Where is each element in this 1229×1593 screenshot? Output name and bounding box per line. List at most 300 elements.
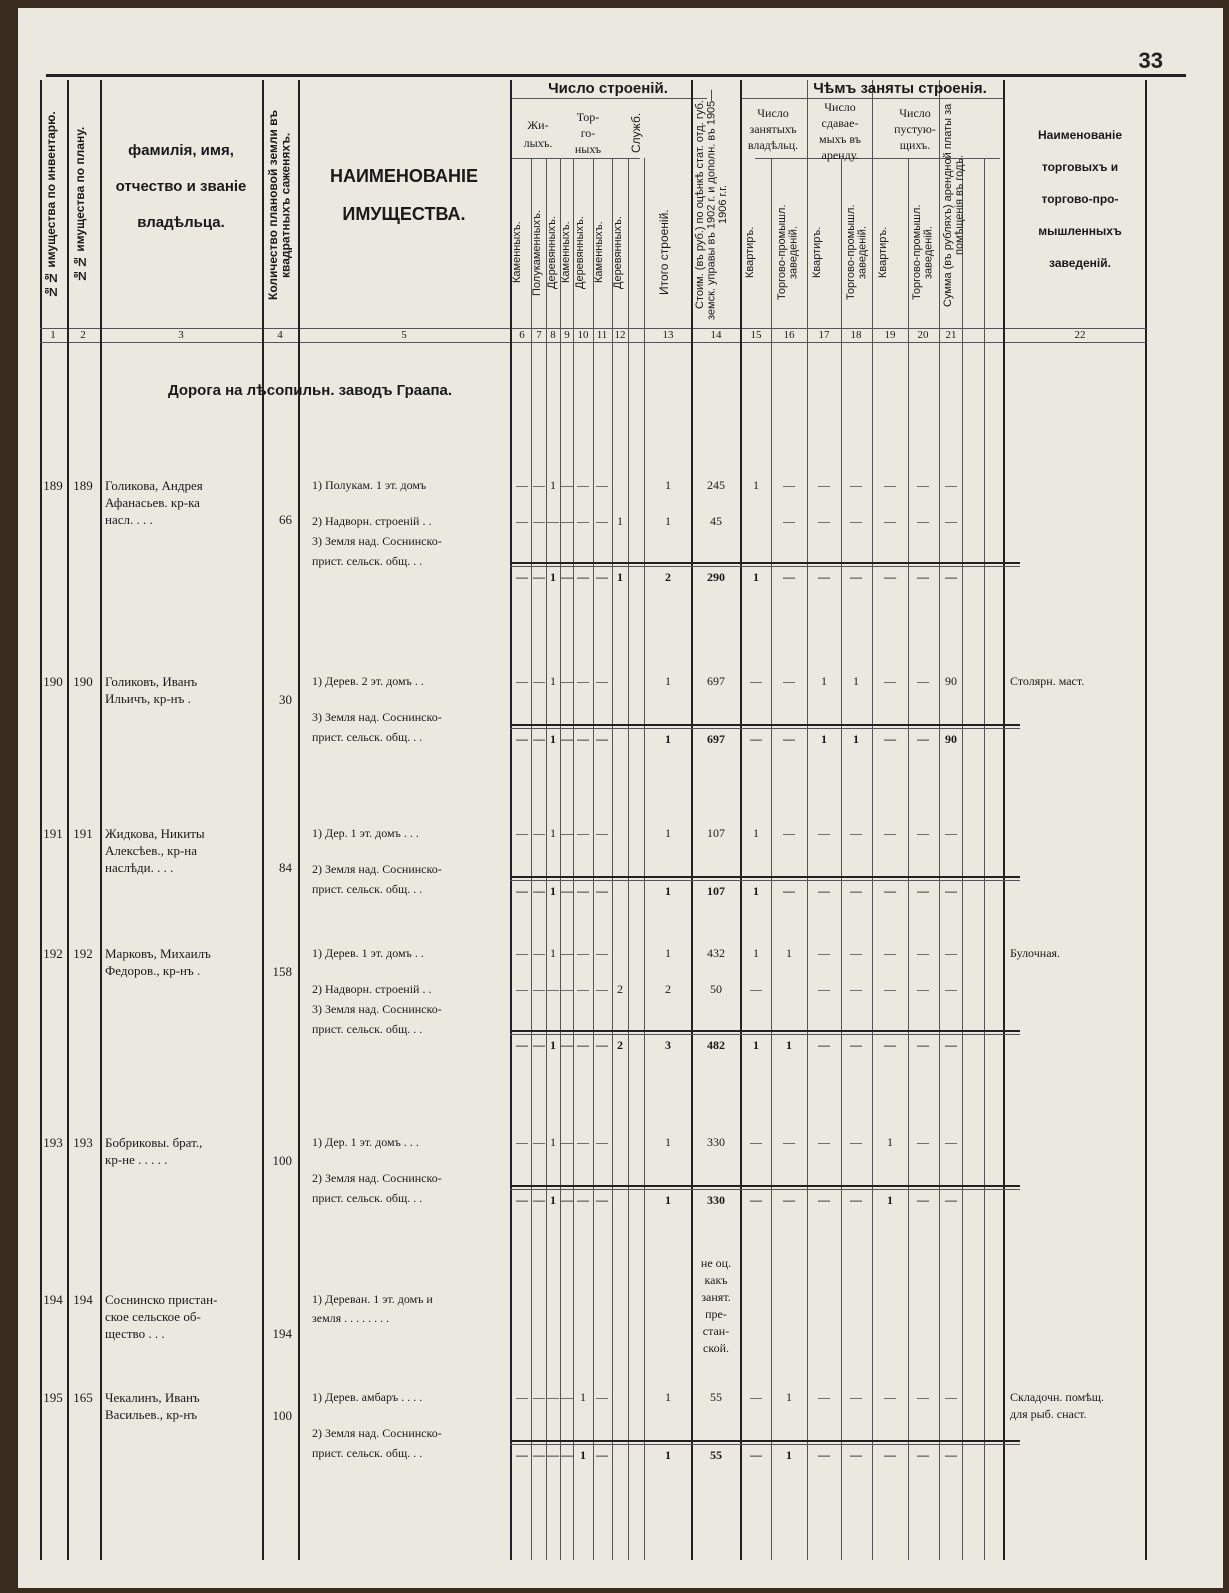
business-name: Столярн. маст. [1010, 674, 1085, 688]
total-cell: — [783, 1193, 795, 1207]
owner-name-line: Голиковъ, Иванъ [105, 674, 198, 689]
value-cell: 1 [786, 1390, 792, 1404]
total-cell: — [884, 570, 896, 584]
total-cell: — [561, 732, 573, 746]
value-cell: — [561, 982, 573, 996]
row-rule [510, 880, 1020, 881]
total-cell: 1 [665, 732, 671, 746]
header-col22-line: торгово-про- [1041, 192, 1119, 206]
inventory-number: 190 [43, 674, 63, 689]
header-sub-empty-line: щихъ. [899, 138, 931, 152]
value-cell: — [818, 982, 830, 996]
value-cell: — [945, 1135, 957, 1149]
top-rule [46, 74, 1186, 77]
column-rule [262, 80, 264, 1560]
value-cell: — [783, 826, 795, 840]
owner-name-line: наслѣди. . . . [105, 860, 174, 875]
header-sub-rent-line: Число [824, 100, 856, 114]
value-cell: — [884, 946, 896, 960]
column-number: 1 [50, 329, 56, 341]
header-col5-line: НАИМЕНОВАНІЕ [329, 166, 479, 186]
owner-name-line: Голикова, Андрея [105, 478, 203, 493]
owner-name-line: насл. . . . [105, 512, 153, 527]
value-cell: — [884, 478, 896, 492]
total-cell: — [533, 1193, 545, 1207]
plan-number: 193 [73, 1135, 93, 1150]
total-cell: — [850, 1448, 862, 1462]
value-cell: — [516, 1135, 528, 1149]
value-cell: 1 [665, 1135, 671, 1149]
header-sub-living-line: лыхъ. [523, 136, 553, 150]
total-cell: — [850, 1193, 862, 1207]
total-cell: 697 [707, 732, 725, 746]
land-area: 30 [279, 692, 292, 707]
total-cell: 482 [707, 1038, 725, 1052]
row-rule [510, 1444, 1020, 1445]
header-col3-line: владѣльца. [137, 214, 225, 231]
inventory-number: 191 [43, 826, 63, 841]
header-c17: Квартиръ. [811, 226, 823, 279]
value-cell: — [533, 1135, 545, 1149]
total-cell: — [783, 570, 795, 584]
column-number: 11 [596, 329, 608, 341]
header-c11: Каменныхъ. [593, 221, 605, 284]
value-cell: — [561, 826, 573, 840]
value-cell: — [917, 1135, 929, 1149]
property-item: земля . . . . . . . . [312, 1311, 390, 1325]
header-sub-empty-line: пустую- [894, 122, 936, 136]
total-cell: — [577, 1193, 589, 1207]
value-cell: — [561, 1135, 573, 1149]
owner-name-line: Марковъ, Михаилъ [105, 946, 211, 961]
value-cell: 1 [665, 514, 671, 528]
value-cell: — [917, 946, 929, 960]
value-cell: — [884, 514, 896, 528]
value-cell: — [561, 674, 573, 688]
total-cell: — [945, 570, 957, 584]
value-cell: 1 [665, 826, 671, 840]
value-cell: — [561, 1390, 573, 1404]
total-cell: 1 [550, 570, 556, 584]
value-cell: 90 [945, 674, 957, 688]
column-number: 21 [945, 329, 957, 341]
value-cell: — [561, 478, 573, 492]
total-cell: 1 [665, 1448, 671, 1462]
property-item: 1) Дерев. 2 эт. домъ . . [312, 674, 424, 688]
property-item: 1) Дерев. амбаръ . . . . [312, 1390, 423, 1404]
column-number: 14 [710, 329, 722, 341]
column-number: 6 [519, 329, 525, 341]
value-cell: 1 [550, 826, 556, 840]
total-cell: — [917, 570, 929, 584]
value-cell: — [945, 478, 957, 492]
header-c20: Торгово-промышл. заведеній. [911, 204, 935, 301]
total-cell: — [547, 1448, 559, 1462]
value-cell: — [818, 478, 830, 492]
value-cell: — [750, 1390, 762, 1404]
total-cell: — [884, 1448, 896, 1462]
row-rule [510, 876, 1020, 878]
value-cell: — [547, 1390, 559, 1404]
property-item: прист. сельск. общ. . . [312, 1446, 423, 1460]
valuation-note: занят. [701, 1290, 731, 1304]
total-cell: — [516, 1038, 528, 1052]
value-cell: — [884, 982, 896, 996]
column-rule [644, 158, 645, 1560]
total-cell: — [917, 1193, 929, 1207]
total-cell: — [945, 1193, 957, 1207]
column-number: 20 [917, 329, 929, 341]
total-cell: 1 [786, 1448, 792, 1462]
total-cell: 90 [945, 732, 957, 746]
value-cell: — [850, 1135, 862, 1149]
total-cell: — [561, 1448, 573, 1462]
value-cell: — [516, 514, 528, 528]
header-c13: Итого строеній. [657, 209, 671, 296]
column-rule [962, 158, 963, 1560]
value-cell: — [577, 946, 589, 960]
value-cell: — [945, 514, 957, 528]
total-cell: — [884, 884, 896, 898]
value-cell: — [533, 1390, 545, 1404]
column-number: 4 [277, 329, 283, 341]
value-cell: — [577, 478, 589, 492]
total-cell: — [917, 884, 929, 898]
header-sub-rent-line: аренду. [821, 148, 859, 162]
property-item: 2) Земля над. Соснинско- [312, 862, 442, 876]
plan-number: 194 [73, 1292, 93, 1307]
valuation-note: ской. [703, 1341, 729, 1355]
value-cell: — [577, 982, 589, 996]
header-c18: Торгово-промышл. заведеній. [845, 204, 869, 301]
owner-name-line: Жидкова, Никиты [105, 826, 205, 841]
column-rule [573, 158, 574, 1560]
value-cell: — [945, 946, 957, 960]
business-name: Булочная. [1010, 946, 1061, 960]
header-sub-empty-line: Число [899, 106, 931, 120]
header-c6: Каменныхъ. [511, 221, 523, 284]
section-title: Дорога на лѣсопильн. заводъ Граапа. [167, 382, 453, 399]
value-cell: — [516, 674, 528, 688]
total-cell: — [818, 884, 830, 898]
value-cell: — [596, 478, 608, 492]
total-cell: 1 [821, 732, 827, 746]
value-cell: — [596, 826, 608, 840]
owner-name-line: кр-не . . . . . [105, 1152, 168, 1167]
total-cell: 1 [550, 1038, 556, 1052]
value-cell: 2 [617, 982, 623, 996]
header-c12: Деревянныхъ. [612, 216, 624, 289]
total-cell: — [533, 1448, 545, 1462]
value-cell: — [533, 674, 545, 688]
value-cell: — [884, 674, 896, 688]
plan-number: 165 [73, 1390, 93, 1405]
value-cell: — [783, 478, 795, 492]
total-cell: — [577, 1038, 589, 1052]
value-cell: — [577, 1135, 589, 1149]
value-cell: — [533, 982, 545, 996]
row-rule [510, 1034, 1020, 1035]
total-cell: — [577, 570, 589, 584]
column-number: 2 [80, 329, 86, 341]
value-cell: — [818, 826, 830, 840]
value-cell: — [850, 982, 862, 996]
column-number: 16 [783, 329, 795, 341]
property-item: 3) Земля над. Соснинско- [312, 710, 442, 724]
value-cell: — [533, 478, 545, 492]
ledger-table [40, 80, 1160, 1560]
total-cell: — [596, 732, 608, 746]
value-cell: — [596, 514, 608, 528]
total-cell: — [818, 1448, 830, 1462]
value-cell: — [516, 826, 528, 840]
column-rule [1145, 80, 1147, 1560]
total-cell: — [818, 1193, 830, 1207]
value-cell: — [577, 514, 589, 528]
value-cell: 1 [753, 946, 759, 960]
total-cell: — [917, 1448, 929, 1462]
total-cell: 2 [665, 570, 671, 584]
header-c14: Стоим. (въ руб.) по оцѣнкѣ стат. отд. губ. земск. управы въ 1902 г. и дополн. въ 1905—1906 г.г. [694, 89, 730, 321]
property-item: 2) Надворн. строеній . . [312, 514, 432, 528]
inventory-number: 192 [43, 946, 63, 961]
value-cell: 50 [710, 982, 722, 996]
header-sub-trade-line: Тор- [576, 110, 600, 124]
total-cell: — [783, 884, 795, 898]
value-cell: — [917, 1390, 929, 1404]
total-cell: 1 [550, 884, 556, 898]
value-cell: — [850, 1390, 862, 1404]
row-rule [510, 1030, 1020, 1032]
value-cell: 45 [710, 514, 722, 528]
land-area: 158 [272, 964, 292, 979]
page-number: 33 [1138, 48, 1163, 73]
value-cell: 1 [887, 1135, 893, 1149]
value-cell: — [596, 674, 608, 688]
total-cell: — [561, 1038, 573, 1052]
property-item: 1) Дереван. 1 эт. домъ и [312, 1292, 433, 1306]
value-cell: — [516, 946, 528, 960]
row-rule [510, 98, 707, 99]
owner-name-line: щество . . . [105, 1326, 165, 1341]
row-rule [510, 562, 1020, 564]
property-item: 1) Полукам. 1 эт. домъ [312, 478, 427, 492]
property-item: прист. сельск. общ. . . [312, 882, 423, 896]
value-cell: — [818, 514, 830, 528]
inventory-number: 193 [43, 1135, 63, 1150]
value-cell: — [750, 982, 762, 996]
row-rule [510, 1185, 1020, 1187]
value-cell: 1 [580, 1390, 586, 1404]
total-cell: 2 [617, 1038, 623, 1052]
total-cell: — [750, 1448, 762, 1462]
column-number: 10 [577, 329, 589, 341]
row-rule [510, 1189, 1020, 1190]
property-item: 1) Дерев. 1 эт. домъ . . [312, 946, 424, 960]
total-cell: 1 [853, 732, 859, 746]
total-cell: — [561, 1193, 573, 1207]
value-cell: 330 [707, 1135, 725, 1149]
total-cell: — [596, 1038, 608, 1052]
total-cell: — [577, 884, 589, 898]
valuation-note: пре- [705, 1307, 727, 1321]
header-sub-trade-line: го- [580, 126, 596, 140]
value-cell: — [850, 946, 862, 960]
column-number: 9 [564, 329, 570, 341]
total-cell: 330 [707, 1193, 725, 1207]
column-rule [298, 80, 300, 1560]
value-cell: — [917, 478, 929, 492]
value-cell: 1 [665, 478, 671, 492]
total-cell: — [516, 1193, 528, 1207]
column-rule [628, 158, 629, 1560]
business-name: для рыб. снаст. [1010, 1407, 1087, 1421]
total-cell: — [945, 884, 957, 898]
value-cell: — [750, 1135, 762, 1149]
land-area: 100 [272, 1153, 292, 1168]
property-item: 3) Земля над. Соснинско- [312, 534, 442, 548]
value-cell: — [516, 1390, 528, 1404]
column-rule [546, 158, 547, 1560]
valuation-note: стан- [702, 1324, 730, 1338]
column-rule [771, 158, 772, 1560]
value-cell: — [516, 478, 528, 492]
total-cell: — [917, 1038, 929, 1052]
value-cell: — [547, 514, 559, 528]
total-cell: — [577, 732, 589, 746]
plan-number: 191 [73, 826, 93, 841]
column-rule [841, 158, 842, 1560]
total-cell: — [596, 1448, 608, 1462]
inventory-number: 195 [43, 1390, 63, 1405]
header-col3-line: фамилія, имя, [128, 142, 234, 159]
value-cell: 1 [821, 674, 827, 688]
value-cell: 1 [665, 674, 671, 688]
value-cell: 1 [665, 1390, 671, 1404]
owner-name-line: Афанасьев. кр-ка [105, 495, 200, 510]
property-item: прист. сельск. общ. . . [312, 1191, 423, 1205]
total-cell: — [596, 570, 608, 584]
property-item: 2) Земля над. Соснинско- [312, 1171, 442, 1185]
business-name: Складочн. помѣщ. [1010, 1390, 1104, 1404]
land-area: 84 [279, 860, 292, 875]
total-cell: — [516, 1448, 528, 1462]
header-c21: Сумма (въ рубляхъ) арендной платы за помѣщенія въ годъ. [942, 103, 966, 307]
value-cell: — [917, 826, 929, 840]
header-col22-line: мышленныхъ [1038, 224, 1122, 238]
row-rule [510, 566, 1020, 567]
header-sub-owner-line: Число [757, 106, 789, 120]
valuation-note: не оц. [700, 1256, 732, 1270]
total-cell: — [884, 732, 896, 746]
total-cell: 1 [550, 732, 556, 746]
total-cell: 290 [707, 570, 725, 584]
column-number: 8 [550, 329, 556, 341]
total-cell: — [850, 1038, 862, 1052]
header-sub-owner-line: занятыхъ [749, 122, 797, 136]
property-item: 2) Надворн. строеній . . [312, 982, 432, 996]
total-cell: 55 [710, 1448, 722, 1462]
header-sub-rent-line: мыхъ въ [819, 132, 861, 146]
total-cell: — [917, 732, 929, 746]
value-cell: 1 [550, 1135, 556, 1149]
column-number: 13 [662, 329, 674, 341]
total-cell: 1 [580, 1448, 586, 1462]
owner-name-line: Соснинско пристан- [105, 1292, 218, 1307]
value-cell: — [917, 674, 929, 688]
column-number: 5 [401, 329, 407, 341]
column-rule [100, 80, 102, 1560]
row-rule [510, 724, 1020, 726]
header-col5-line: ИМУЩЕСТВА. [342, 204, 466, 224]
column-number: 18 [850, 329, 862, 341]
property-item: прист. сельск. общ. . . [312, 730, 423, 744]
total-cell: — [516, 884, 528, 898]
column-number: 12 [614, 329, 626, 341]
value-cell: 55 [710, 1390, 722, 1404]
column-rule [939, 80, 940, 1560]
column-rule [531, 158, 532, 1560]
value-cell: 1 [753, 826, 759, 840]
total-cell: — [945, 1448, 957, 1462]
column-number: 3 [178, 329, 184, 341]
header-group-buildings: Число строеній. [548, 80, 668, 97]
total-cell: — [516, 732, 528, 746]
value-cell: — [917, 514, 929, 528]
total-cell: 1 [617, 570, 623, 584]
value-cell: — [596, 946, 608, 960]
header-col3-line: отчество и званіе [115, 178, 247, 195]
header-c19: Квартиръ. [877, 226, 889, 279]
value-cell: — [533, 826, 545, 840]
inventory-number: 189 [43, 478, 63, 493]
valuation-note: какъ [704, 1273, 728, 1287]
value-cell: — [783, 1135, 795, 1149]
value-cell: — [945, 982, 957, 996]
value-cell: — [596, 1390, 608, 1404]
header-c15: Квартиръ. [744, 226, 756, 279]
column-number: 15 [750, 329, 762, 341]
owner-name-line: ское сельское об- [105, 1309, 201, 1324]
row-rule [510, 158, 640, 159]
value-cell: — [850, 514, 862, 528]
owner-name-line: Ильичъ, кр-нъ . [105, 691, 191, 706]
value-cell: — [547, 982, 559, 996]
column-number: 7 [536, 329, 542, 341]
column-rule [593, 158, 594, 1560]
property-item: 1) Дер. 1 эт. домъ . . . [312, 1135, 419, 1149]
value-cell: — [561, 946, 573, 960]
total-cell: — [561, 570, 573, 584]
value-cell: — [533, 946, 545, 960]
land-area: 194 [272, 1326, 292, 1341]
total-cell: — [561, 884, 573, 898]
total-cell: 1 [665, 884, 671, 898]
value-cell: — [818, 1135, 830, 1149]
header-c9: Каменныхъ. [560, 221, 572, 284]
header-c16: Торгово-промышл. заведеній. [776, 204, 800, 301]
total-cell: 1 [887, 1193, 893, 1207]
total-cell: — [533, 884, 545, 898]
column-rule [984, 158, 985, 1560]
land-area: 100 [272, 1408, 292, 1423]
header-col1: №№ имущества по инвентарю. [44, 111, 58, 299]
owner-name-line: Алексѣев., кр-на [105, 843, 197, 858]
header-sub-living-line: Жи- [527, 118, 549, 132]
value-cell: — [884, 826, 896, 840]
total-cell: — [783, 732, 795, 746]
total-cell: — [596, 884, 608, 898]
